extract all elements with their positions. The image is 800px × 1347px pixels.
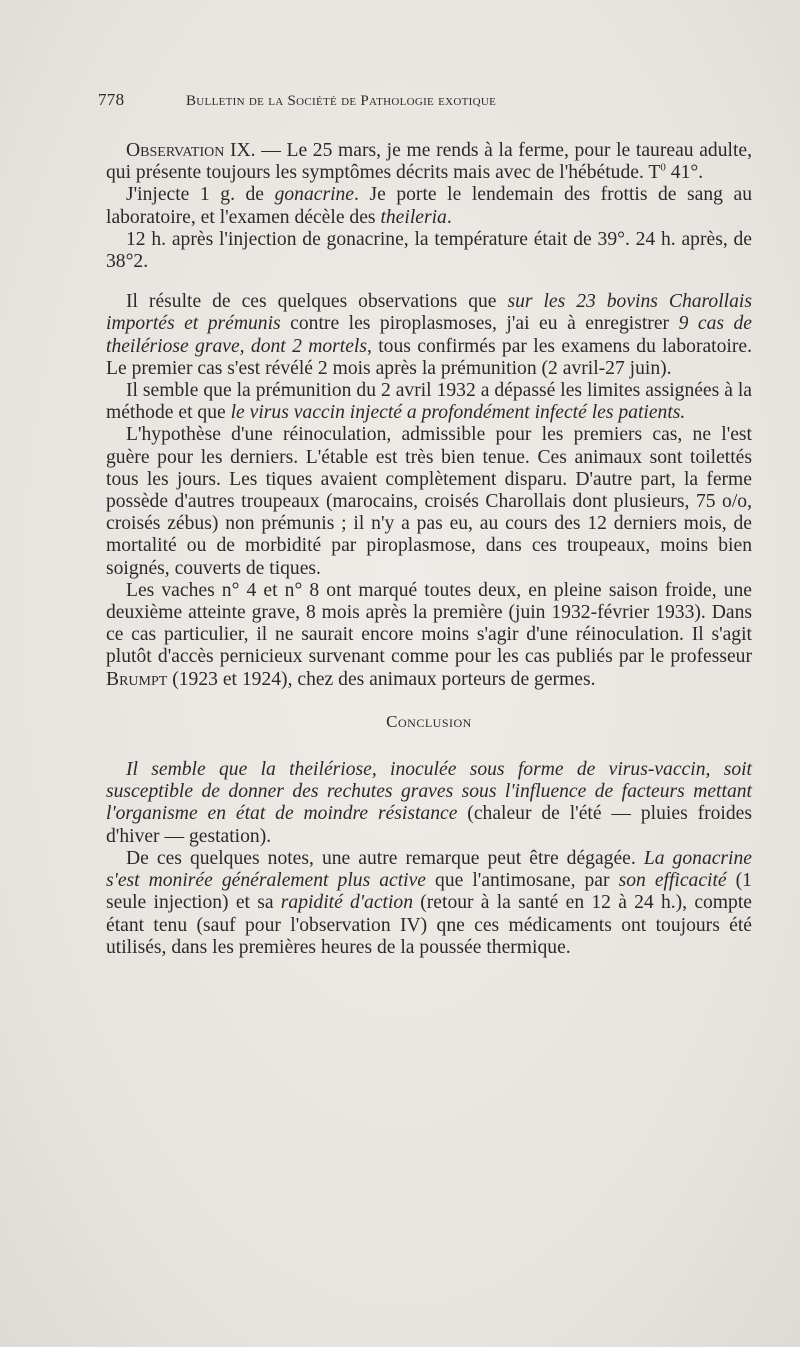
conclusion-heading: Conclusion — [386, 711, 472, 731]
author-name: Brumpt — [106, 668, 168, 690]
journal-title: Bulletin de la Société de Pathologie exotique — [186, 93, 497, 109]
conclusion-paragraph-1: Il semble que la theilériose, inoculée sous forme de virus-vaccin, soit susceptible de donner des rechutes graves sous l'influence de facteurs mettant l'organisme en état de moindre résistance (chaleur de l'été — pluies froides d'hiver — gestation). — [106, 759, 752, 847]
observation-ix: Observation IX. — Le 25 mars, je me rends à la ferme, pour le taureau adulte, qui présente toujours les symptômes décrits mais avec de l'hébétude. $T^0$ 41°. — [106, 140, 752, 184]
observation-label: Observation IX. — [126, 140, 256, 161]
reinoculation-paragraph: L'hypothèse d'une réinoculation, admissible pour les premiers cas, ne l'est guère pour les derniers. L'étable est très bien tenue. Ces animaux sont toilettés tous les jours. Les tiques avaient complètement disparu. D'autre part, la ferme possède d'autres troupeaux (marocains, croisés Charollais dont plusieurs, 75 o/o, croisés zébus) non prémunis ; il n'y a pas eu, au cours des 12 derniers mois, de mortalité ou de morbidité par piroplasmose, dans ces troupeaux, moins bien soignés, couverts de tiques. — [106, 424, 752, 579]
results-paragraph: Il résulte de ces quelques observations que sur les 23 bovins Charollais importés et prémunis contre les piroplasmoses, j'ai eu à enregistrer 9 cas de theilériose grave, dont 2 mortels, tous confirmés par les examens du laboratoire. Le premier cas s'est révélé 2 mois après la prémunition (2 avril-27 juin). — [106, 291, 752, 379]
injection-paragraph: J'injecte 1 g. de gonacrine. Je porte le lendemain des frottis de sang au laboratoire, et l'examen décèle des theileria. — [106, 184, 753, 228]
temperature-paragraph: 12 h. après l'injection de gonacrine, la température était de 39°. 24 h. après, de 38°2. — [106, 228, 752, 273]
page-number: 778 — [98, 90, 125, 109]
premunition-paragraph: Il semble que la prémunition du 2 avril 1932 a dépassé les limites assignées à la méthode et que le virus vaccin injecté a profondément infecté les patients. — [106, 380, 752, 424]
article-body — [106, 140, 752, 959]
drug-name: gonacrine — [274, 184, 355, 206]
conclusion-paragraph-2: De ces quelques notes, une autre remarque peut être dégagée. La gonacrine s'est monirée généralement plus active que l'antimosane, par son efficacité (1 seule injection) et sa rapidité d'action (retour à la santé en 12 à 24 h.), compte étant tenu (sauf pour l'observation IV) qne ces médicaments ont toujours été utilisés, dans les premières heures de la poussée thermique. — [106, 847, 752, 958]
running-header — [98, 90, 638, 110]
parasite-name: theileria — [380, 206, 447, 228]
cows-paragraph: Les vaches n° 4 et n° 8 ont marqué toutes deux, en pleine saison froide, une deuxième atteinte grave, 8 mois après la première (juin 1932-février 1933). Dans ce cas particulier, il ne saurait encore moins s'agir d'une réinoculation. Il s'agit plutôt d'accès pernicieux survenant comme pour les cas publiés par le professeur Brumpt (1923 et 1924), chez des animaux porteurs de germes. — [106, 579, 752, 690]
